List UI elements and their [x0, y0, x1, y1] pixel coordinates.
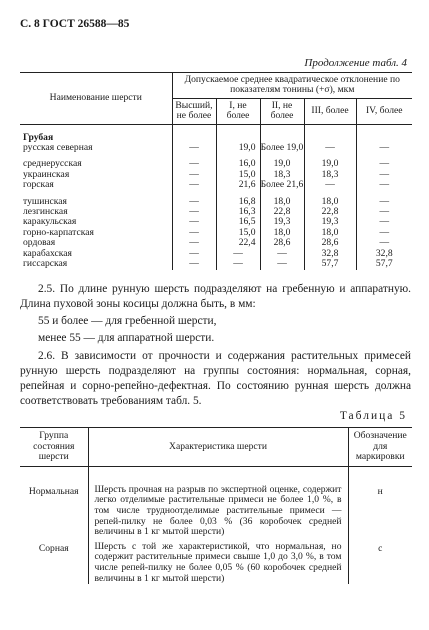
col-header-name: Наименование шерсти	[20, 73, 172, 125]
paragraph-2-5: 2.5. По длине рунную шерсть подразделяют на гребенную и аппаратную. Длина пуховой зоны косицы должна быть, в мм:	[20, 283, 411, 310]
cell: —	[216, 259, 260, 269]
cell: 22,8	[304, 207, 356, 217]
cell: Более 21,6	[260, 179, 304, 191]
row-description: Шерсть прочная на разрыв по экспертной оценке, содержит легко отделимые растительные примеси не более 1,0 %, в том числе трудноотделимые растительные примеси — репей-пилку не более 0,03 % (36 коробочек средней величины в 1 кг мытой шерсти)	[88, 466, 348, 537]
cell: —	[379, 168, 390, 180]
cell: 32,8	[375, 247, 393, 259]
cell: Более 19,0	[260, 142, 304, 154]
table-row	[20, 259, 412, 269]
col-header-group: Группа состояния шерсти	[20, 428, 88, 467]
cell: 16,5	[216, 217, 260, 227]
cell: 22,8	[260, 207, 304, 217]
cell: —	[379, 142, 390, 154]
row-group: Сорная	[20, 538, 88, 584]
cell: —	[379, 179, 390, 191]
cell: —	[172, 259, 216, 269]
row-mark: с	[378, 542, 383, 554]
cell: 16,3	[216, 207, 260, 217]
cell: —	[172, 180, 216, 190]
cell: —	[260, 249, 304, 259]
row-name: русская северная	[20, 143, 172, 153]
col-header-highest: Высший, не более	[172, 98, 216, 124]
table-row	[20, 207, 412, 217]
table-5	[20, 427, 412, 584]
row-name: каракульская	[20, 217, 172, 227]
cell: 15,0	[216, 170, 260, 180]
cell: 18,3	[304, 170, 356, 180]
cell: —	[379, 237, 390, 249]
col-header-iv: IV, более	[356, 98, 412, 124]
col-header-i: I, не более	[216, 98, 260, 124]
table-row	[20, 538, 412, 584]
cell: —	[379, 226, 390, 238]
cell: —	[304, 143, 356, 153]
page-header: С. 8 ГОСТ 26588—85	[20, 18, 130, 30]
row-name: лезгинская	[20, 207, 172, 217]
length-item-2: менее 55 — для аппаратной шерсти.	[38, 332, 215, 344]
row-name: карабахская	[20, 249, 172, 259]
cell: —	[172, 228, 216, 238]
cell: 19,3	[260, 217, 304, 227]
cell: —	[172, 170, 216, 180]
cell: 16,8	[216, 191, 260, 207]
table-row	[20, 170, 412, 180]
paragraph-2-6: 2.6. В зависимости от прочности и содержания растительных примесей рунную шерсть подразделяют на группы состояния: нормальная, сорная, репейная и сорно-репейно-дефектная. По состоянию рунная шерсть должна соответствовать требованиям табл. 5.	[20, 350, 411, 407]
row-name: горская	[20, 180, 172, 190]
table-row	[20, 466, 412, 537]
cell: —	[216, 249, 260, 259]
col-header-iii: III, более	[304, 98, 356, 124]
cell: —	[172, 217, 216, 227]
table-row	[20, 143, 412, 153]
cell: 19,3	[304, 217, 356, 227]
group-title: Грубая	[20, 124, 172, 143]
cell: 22,4	[216, 238, 260, 248]
table-row	[20, 228, 412, 238]
cell: 15,0	[216, 228, 260, 238]
table-5-title: Таблица 5	[339, 410, 407, 422]
cell: 19,0	[304, 153, 356, 169]
cell: 28,6	[260, 238, 304, 248]
cell: 18,0	[304, 228, 356, 238]
cell: 18,3	[260, 170, 304, 180]
row-name: тушинская	[20, 191, 172, 207]
row-description: Шерсть с той же характеристикой, что нормальная, но содержит растительные примеси свыше 1,0 до 3,0 %, в том числе репей-пилку не более 0,05 % (60 коробочек средней величины в 1 кг мытой шерсти)	[88, 538, 348, 584]
cell: 18,0	[260, 228, 304, 238]
cell: 28,6	[304, 238, 356, 248]
cell: —	[172, 143, 216, 153]
row-name: украинская	[20, 170, 172, 180]
continuation-note: Продолжение табл. 4	[304, 57, 407, 69]
table-row	[20, 191, 412, 207]
row-group: Нормальная	[20, 466, 88, 537]
row-name: гиссарская	[20, 259, 172, 269]
cell: 32,8	[304, 249, 356, 259]
table-row	[20, 180, 412, 190]
col-header-ii: II, не более	[260, 98, 304, 124]
row-name: ордовая	[20, 238, 172, 248]
cell: —	[379, 158, 390, 170]
table-4-continuation	[20, 72, 412, 270]
cell: —	[172, 249, 216, 259]
table-row	[20, 153, 412, 169]
cell: 18,0	[260, 191, 304, 207]
cell: —	[172, 238, 216, 248]
row-name: горно-карпатская	[20, 228, 172, 238]
cell: 21,6	[216, 180, 260, 190]
cell: 19,0	[216, 143, 260, 153]
cell: 57,7	[304, 259, 356, 269]
row-mark: н	[377, 485, 383, 497]
cell: 19,0	[260, 153, 304, 169]
table-row	[20, 249, 412, 259]
col-header-characteristic: Характеристика шерсти	[88, 428, 348, 467]
length-item-1: 55 и более — для гребенной шерсти,	[38, 315, 217, 327]
cell: 57,7	[375, 258, 393, 270]
cell: 16,0	[216, 153, 260, 169]
table-row	[20, 238, 412, 248]
cell: —	[260, 259, 304, 269]
cell: —	[379, 216, 390, 228]
row-name: среднерусская	[20, 153, 172, 169]
cell: —	[172, 207, 216, 217]
cell: —	[379, 206, 390, 218]
cell: —	[172, 153, 216, 169]
cell: —	[304, 180, 356, 190]
cell: —	[379, 195, 390, 207]
col-header-deviation: Допускаемое среднее квадратическое отклонение по показателям тонины (+σ), мкм	[172, 73, 412, 99]
cell: —	[172, 191, 216, 207]
cell: 18,0	[304, 191, 356, 207]
col-header-marking: Обозначение для маркировки	[348, 428, 412, 467]
